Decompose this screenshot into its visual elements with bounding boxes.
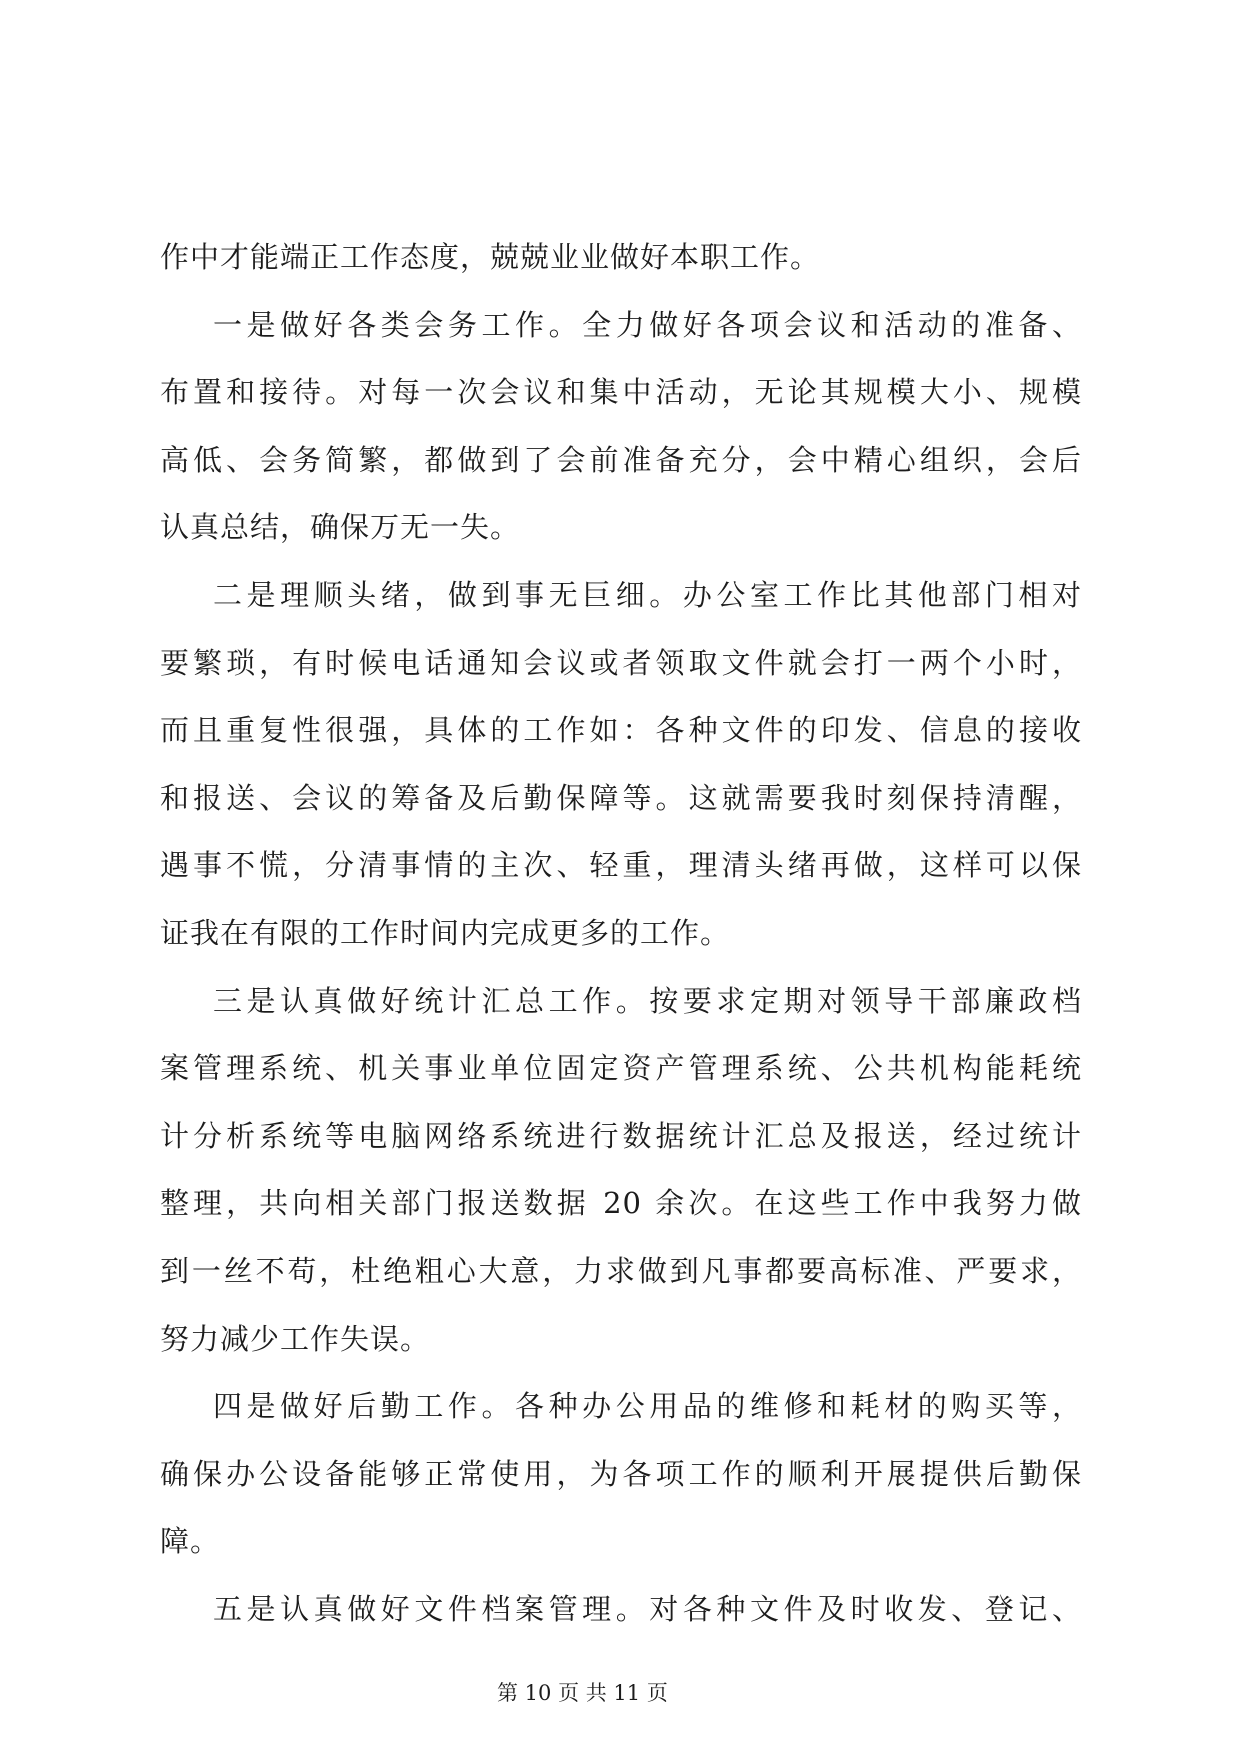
paragraph-line: 五是认真做好文件档案管理。对各种文件及时收发、登记、 <box>213 1591 1082 1626</box>
paragraph-line: 高低、会务简繁，都做到了会前准备充分，会中精心组织，会后 <box>160 442 1082 477</box>
page-number-footer: 第 10 页 共 11 页 <box>497 1681 668 1705</box>
paragraph-line: 整理，共向相关部门报送数据 20 余次。在这些工作中我努力做 <box>160 1186 1082 1221</box>
paragraph <box>160 562 1082 968</box>
paragraph <box>160 1576 1082 1644</box>
paragraph-line: 努力减少工作失误。 <box>160 1321 431 1356</box>
paragraph-line: 作中才能端正工作态度，兢兢业业做好本职工作。 <box>160 240 821 274</box>
paragraph-line: 布置和接待。对每一次会议和集中活动，无论其规模大小、规模 <box>160 375 1082 410</box>
body-text <box>160 224 1082 1643</box>
paragraph-line: 认真总结，确保万无一失。 <box>160 510 521 545</box>
paragraph-line: 遇事不慌，分清事情的主次、轻重，理清头绪再做，这样可以保 <box>160 848 1082 883</box>
paragraph-line: 一是做好各类会务工作。全力做好各项会议和活动的准备、 <box>213 307 1082 342</box>
paragraph-line: 和报送、会议的筹备及后勤保障等。这就需要我时刻保持清醒， <box>160 780 1082 815</box>
paragraph <box>160 292 1082 562</box>
paragraph-line: 三是认真做好统计汇总工作。按要求定期对领导干部廉政档 <box>213 983 1082 1018</box>
paragraph <box>160 224 1082 292</box>
paragraph-line: 要繁琐，有时候电话通知会议或者领取文件就会打一两个小时， <box>160 645 1082 680</box>
paragraph-line: 四是做好后勤工作。各种办公用品的维修和耗材的购买等， <box>213 1389 1082 1424</box>
paragraph <box>160 1373 1082 1576</box>
paragraph-line: 而且重复性很强，具体的工作如：各种文件的印发、信息的接收 <box>160 713 1082 748</box>
paragraph-line: 二是理顺头绪，做到事无巨细。办公室工作比其他部门相对 <box>213 577 1082 612</box>
paragraph-line: 计分析系统等电脑网络系统进行数据统计汇总及报送，经过统计 <box>160 1118 1082 1153</box>
paragraph-line: 到一丝不苟，杜绝粗心大意，力求做到凡事都要高标准、严要求， <box>160 1253 1082 1288</box>
paragraph-line: 确保办公设备能够正常使用，为各项工作的顺利开展提供后勤保 <box>160 1456 1082 1491</box>
paragraph <box>160 968 1082 1374</box>
paragraph-line: 障。 <box>160 1524 221 1559</box>
paragraph-line: 证我在有限的工作时间内完成更多的工作。 <box>160 915 731 950</box>
paragraph-line: 案管理系统、机关事业单位固定资产管理系统、公共机构能耗统 <box>160 1051 1082 1086</box>
